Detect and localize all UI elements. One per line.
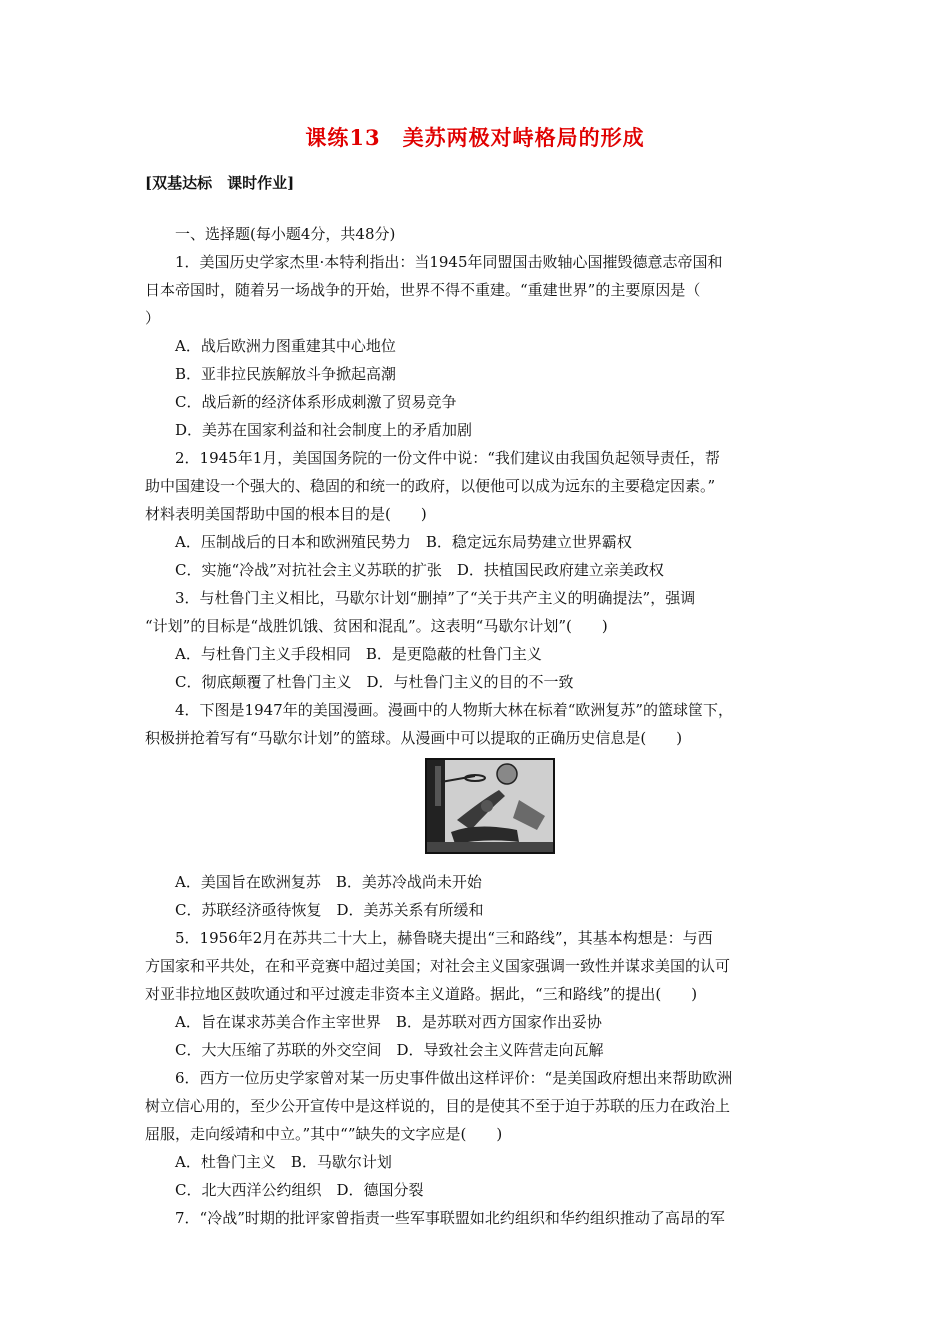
section-heading: 一、选择题(每小题4分，共48分) bbox=[175, 225, 396, 243]
options-cd: C．大大压缩了苏联的外交空间 D．导致社会主义阵营走向瓦解 bbox=[175, 1041, 604, 1059]
question-text: 日本帝国时，随着另一场战争的开始，世界不得不重建。“重建世界”的主要原因是（ bbox=[145, 281, 701, 299]
option-b: B．亚非拉民族解放斗争掀起高潮 bbox=[175, 365, 397, 383]
question-text: 树立信心用的，至少公开宣传中是这样说的，目的是使其不至于迫于苏联的压力在政治上 bbox=[145, 1097, 731, 1115]
cartoon-image bbox=[425, 758, 555, 854]
question-6 bbox=[145, 1064, 810, 1204]
option-c: C．战后新的经济体系形成刺激了贸易竞争 bbox=[175, 393, 457, 411]
question-5 bbox=[145, 924, 810, 1064]
options-cd: C．实施“冷战”对抗社会主义苏联的扩张 D．扶植国民政府建立亲美政权 bbox=[175, 561, 664, 579]
question-7 bbox=[145, 1204, 810, 1232]
options-ab: A．压制战后的日本和欧洲殖民势力 B．稳定远东局势建立世界霸权 bbox=[175, 533, 632, 551]
question-text: 助中国建设一个强大的、稳固的和统一的政府，以便他可以成为远东的主要稳定因素。” bbox=[145, 477, 716, 495]
question-text: 6．西方一位历史学家曾对某一历史事件做出这样评价：“是美国政府想出来帮助欧洲 bbox=[175, 1069, 733, 1087]
question-3 bbox=[145, 584, 810, 696]
question-1 bbox=[145, 248, 810, 444]
question-text: 屈服，走向绥靖和中立。”其中“”缺失的文字应是( ) bbox=[145, 1125, 503, 1143]
options-cd: C．苏联经济亟待恢复 D．美苏关系有所缓和 bbox=[175, 901, 484, 919]
question-text: 材料表明美国帮助中国的根本目的是( ) bbox=[145, 505, 427, 523]
option-d: D．美苏在国家利益和社会制度上的矛盾加剧 bbox=[175, 421, 473, 439]
question-text: 对亚非拉地区鼓吹通过和平过渡走非资本主义道路。据此，“三和路线”的提出( ) bbox=[145, 985, 698, 1003]
question-text: 7．“冷战”时期的批评家曾指责一些军事联盟如北约组织和华约组织推动了高昂的军 bbox=[175, 1209, 725, 1227]
question-text: ） bbox=[145, 309, 161, 327]
option-a: A．战后欧洲力图重建其中心地位 bbox=[175, 337, 396, 355]
question-text: 2．1945年1月，美国国务院的一份文件中说：“我们建议由我国负起领导责任，帮 bbox=[175, 449, 720, 467]
options-cd: C．彻底颠覆了杜鲁门主义 D．与杜鲁门主义的目的不一致 bbox=[175, 673, 574, 691]
options-ab: A．旨在谋求苏美合作主宰世界 B．是苏联对西方国家作出妥协 bbox=[175, 1013, 602, 1031]
options-ab: A．美国旨在欧洲复苏 B．美苏冷战尚未开始 bbox=[175, 873, 482, 891]
section-label: [双基达标 课时作业] bbox=[145, 174, 295, 192]
question-2 bbox=[145, 444, 810, 584]
question-text: 积极拼抢着写有“马歇尔计划”的篮球。从漫画中可以提取的正确历史信息是( ) bbox=[145, 729, 683, 747]
question-text: 3．与杜鲁门主义相比，马歇尔计划“删掉”了“关于共产主义的明确提法”，强调 bbox=[175, 589, 696, 607]
question-text: 方国家和平共处，在和平竞赛中超过美国；对社会主义国家强调一致性并谋求美国的认可 bbox=[145, 957, 731, 975]
question-text: 4．下图是1947年的美国漫画。漫画中的人物斯大林在标着“欧洲复苏”的篮球筐下， bbox=[175, 701, 734, 719]
question-text: 1．美国历史学家杰里·本特利指出：当1945年同盟国击败轴心国摧毁德意志帝国和 bbox=[175, 253, 723, 271]
cartoon-illustration bbox=[427, 760, 553, 852]
page-title: 课练13 美苏两极对峙格局的形成 bbox=[305, 125, 645, 150]
question-text: 5．1956年2月在苏共二十大上，赫鲁晓夫提出“三和路线”，其基本构想是：与西 bbox=[175, 929, 713, 947]
question-4 bbox=[145, 696, 810, 924]
options-ab: A．杜鲁门主义 B．马歇尔计划 bbox=[175, 1153, 392, 1171]
question-text: “计划”的目标是“战胜饥饿、贫困和混乱”。这表明“马歇尔计划”( ) bbox=[145, 617, 608, 635]
options-cd: C．北大西洋公约组织 D．德国分裂 bbox=[175, 1181, 424, 1199]
options-ab: A．与杜鲁门主义手段相同 B．是更隐蔽的杜鲁门主义 bbox=[175, 645, 542, 663]
question-list bbox=[145, 220, 810, 1232]
